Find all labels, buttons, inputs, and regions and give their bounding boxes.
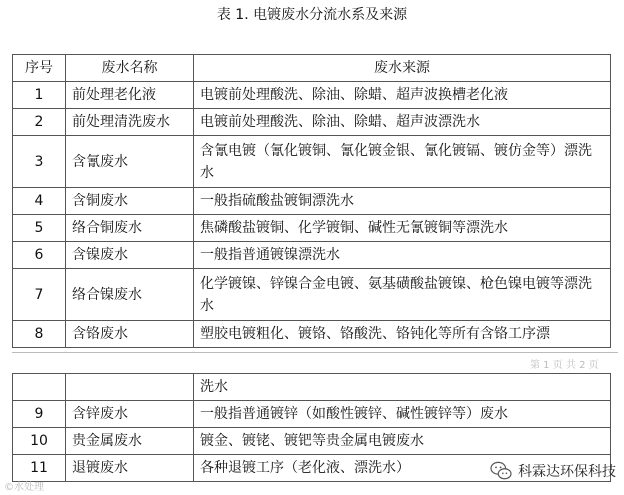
table-row: [13, 215, 611, 242]
table-caption: 表 1. 电镀废水分流水系及来源: [216, 7, 408, 23]
row-no-empty: [13, 374, 66, 401]
row-no: 7: [13, 269, 66, 321]
header-no: 序号: [13, 55, 66, 82]
row-name: 络合铜废水: [66, 215, 194, 242]
row-name: 含氰废水: [66, 136, 194, 188]
wechat-icon: [490, 461, 512, 481]
row-source: 焦磷酸盐镀铜、化学镀铜、碱性无氰镀铜等漂洗水: [194, 215, 611, 242]
row-source-continuation: 洗水: [194, 374, 611, 401]
table-row: [13, 269, 611, 321]
table-row: [13, 321, 611, 348]
row-no: 9: [13, 401, 66, 428]
row-source: 一般指普通镀锌（如酸性镀锌、碱性镀锌等）废水: [194, 401, 611, 428]
table-row: [13, 136, 611, 188]
header-source: 废水来源: [194, 55, 611, 82]
row-name: 含铜废水: [66, 188, 194, 215]
table-row: [13, 109, 611, 136]
table-header-row: [13, 55, 611, 82]
row-source: 塑胶电镀粗化、镀铬、铬酸洗、铬钝化等所有含铬工序漂: [194, 321, 611, 348]
row-no: 5: [13, 215, 66, 242]
page-footnote: 第 1 页 共 2 页: [530, 360, 599, 371]
row-source: 镀金、镀铑、镀钯等贵金属电镀废水: [194, 428, 611, 455]
row-name: 含铬废水: [66, 321, 194, 348]
row-no: 1: [13, 82, 66, 109]
table-row: [13, 401, 611, 428]
row-no: 6: [13, 242, 66, 269]
watermark-left: ©水处理: [4, 482, 44, 493]
table-row: [13, 82, 611, 109]
row-source: 一般指硫酸盐镀铜漂洗水: [194, 188, 611, 215]
row-name-empty: [66, 374, 194, 401]
row-no: 3: [13, 136, 66, 188]
row-name: 贵金属废水: [66, 428, 194, 455]
row-name: 含锌废水: [66, 401, 194, 428]
row-source: 含氰电镀（氰化镀铜、氰化镀金银、氰化镀镉、镀仿金等）漂洗水: [194, 136, 611, 188]
row-source: 电镀前处理酸洗、除油、除蜡、超声波漂洗水: [194, 109, 611, 136]
row-source: 一般指普通镀镍漂洗水: [194, 242, 611, 269]
table-row: [13, 242, 611, 269]
table-row-continuation: [13, 374, 611, 401]
page-break-line: [12, 352, 618, 353]
row-source: 电镀前处理酸洗、除油、除蜡、超声波换槽老化液: [194, 82, 611, 109]
row-no: 8: [13, 321, 66, 348]
row-source: 化学镀镍、锌镍合金电镀、氨基磺酸盐镀镍、枪色镍电镀等漂洗水: [194, 269, 611, 321]
header-name: 废水名称: [66, 55, 194, 82]
row-name: 前处理老化液: [66, 82, 194, 109]
row-source: 各种退镀工序（老化液、漂洗水）: [194, 455, 611, 482]
watermark-brand-text: 科霖达环保科技: [518, 464, 616, 480]
row-name: 前处理清洗废水: [66, 109, 194, 136]
row-name: 含镍废水: [66, 242, 194, 269]
row-no: 4: [13, 188, 66, 215]
row-no: 11: [13, 455, 66, 482]
wastewater-table: [12, 54, 611, 348]
row-name: 退镀废水: [66, 455, 194, 482]
table-row: [13, 188, 611, 215]
row-name: 络合镍废水: [66, 269, 194, 321]
watermark-brand: [490, 460, 616, 482]
row-no: 2: [13, 109, 66, 136]
table-row: [13, 428, 611, 455]
row-no: 10: [13, 428, 66, 455]
